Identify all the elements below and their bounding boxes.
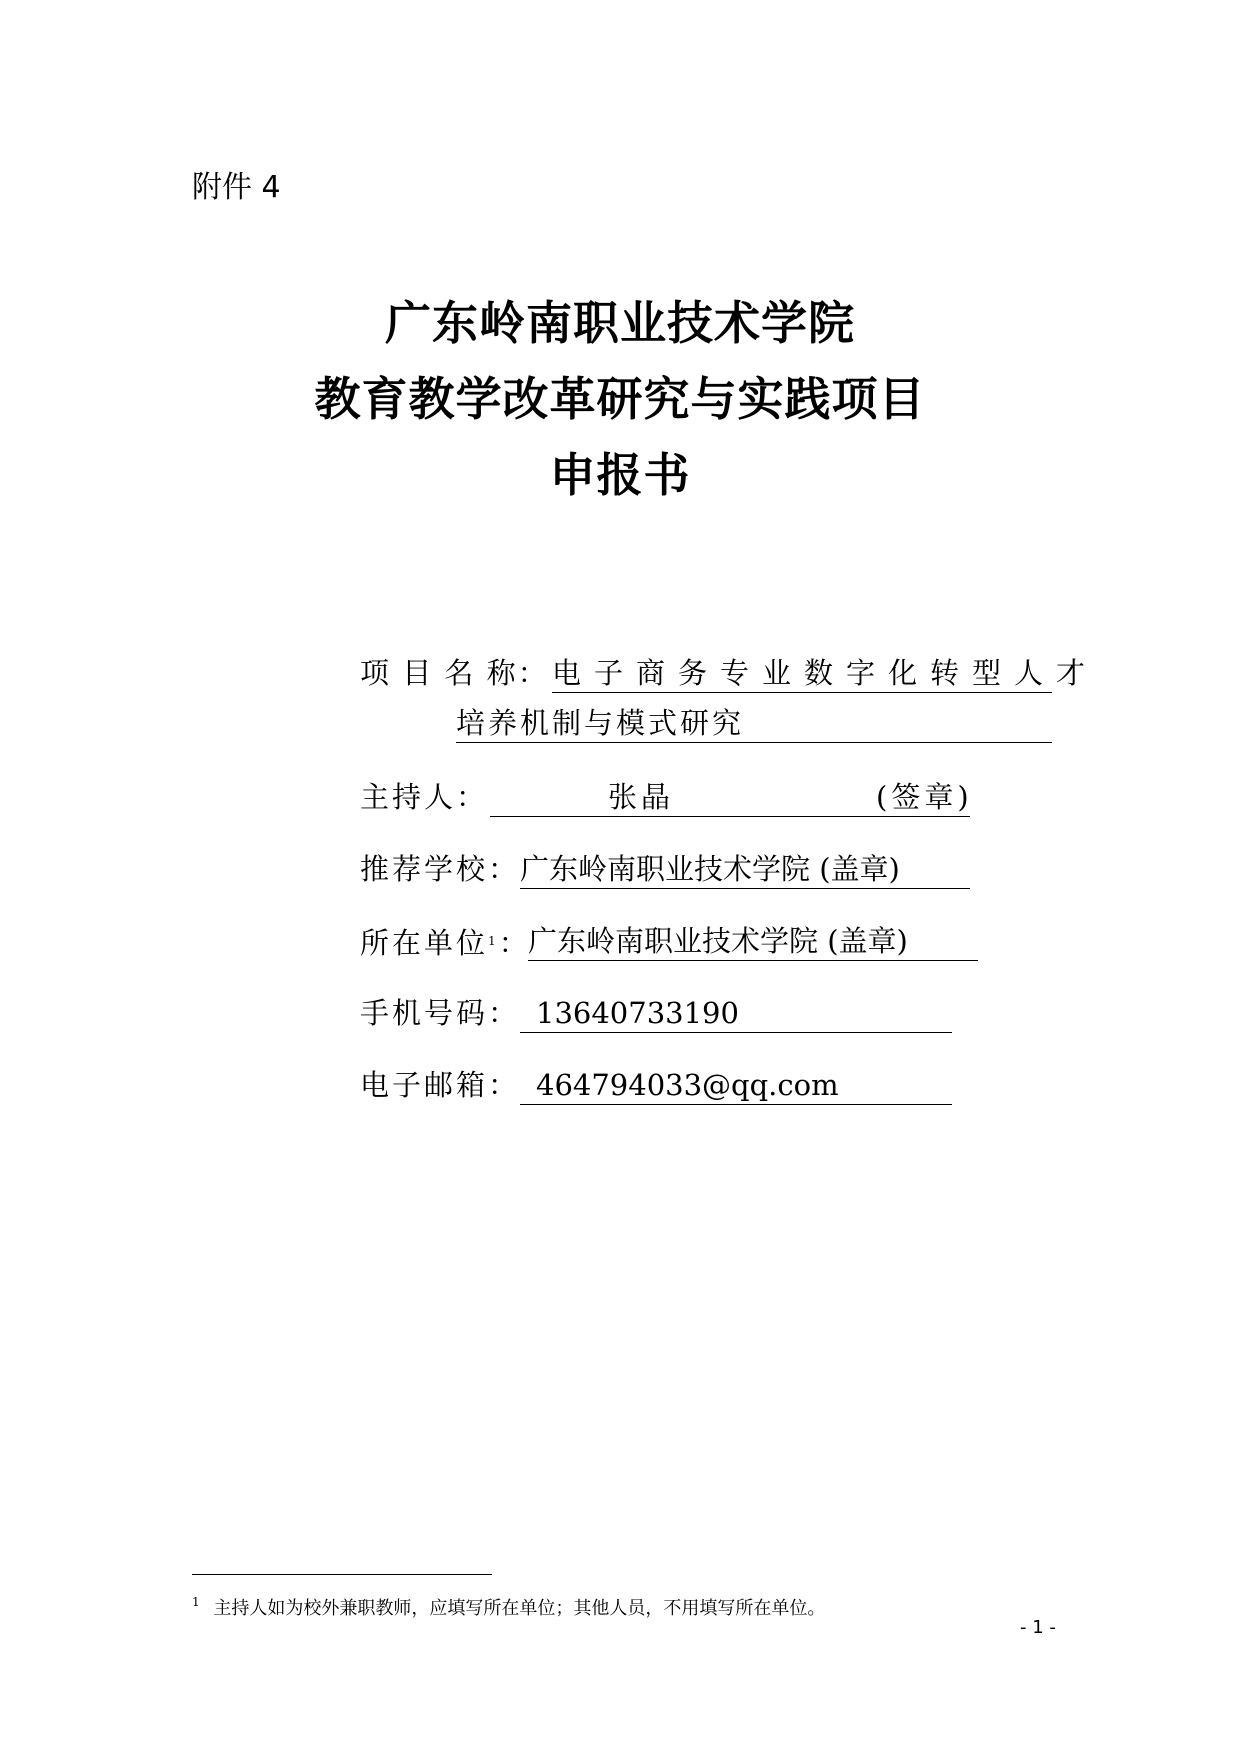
unit-footnote-mark: 1	[488, 934, 499, 948]
footnote-divider	[192, 1574, 492, 1575]
footnote-text: 主持人如为校外兼职教师，应填写所在单位；其他人员，不用填写所在单位。	[213, 1598, 826, 1619]
email-label	[360, 1066, 520, 1104]
host-sign-note: (签章)	[876, 780, 973, 814]
school-label-text: 推荐学校：	[360, 852, 521, 886]
school-value: 广东岭南职业技术学院 (盖章)	[520, 850, 970, 889]
page-number: - 1 -	[1020, 1617, 1056, 1638]
phone-label	[360, 994, 520, 1032]
unit-value: 广东岭南职业技术学院 (盖章)	[528, 922, 978, 961]
email-label-text: 电子邮箱：	[360, 1068, 521, 1102]
phone-value: 13640733190	[536, 996, 739, 1030]
project-name-value-line2-text: 培养机制与模式研究	[456, 706, 745, 740]
footnote	[192, 1590, 825, 1621]
host-label-text: 主持人：	[360, 780, 489, 814]
host-name: 张晶	[608, 780, 675, 814]
project-name-label-text: 项 目 名 称：	[360, 656, 549, 690]
unit-label	[360, 922, 531, 962]
project-name-value-line2	[456, 704, 1052, 743]
email-value: 464794033@qq.com	[536, 1068, 839, 1102]
title-document-type: 申报书	[549, 448, 691, 502]
unit-label-word: 所在单位	[360, 926, 489, 960]
attachment-label: 附件 4	[192, 170, 281, 205]
project-name-value-line1: 电子商务专业数字化转型人才	[552, 654, 1052, 693]
school-label	[360, 850, 520, 888]
title-project-type: 教育教学改革研究与实践项目	[314, 372, 926, 426]
host-label	[360, 778, 488, 816]
footnote-mark: 1	[192, 1595, 200, 1609]
title-school-name: 广东岭南职业技术学院	[385, 296, 855, 350]
unit-label-colon: ：	[498, 926, 531, 960]
phone-value-field	[520, 994, 952, 1033]
host-value-field	[490, 778, 973, 817]
phone-label-text: 手机号码：	[360, 996, 521, 1030]
email-value-field	[520, 1066, 952, 1105]
project-name-label	[360, 654, 549, 692]
unit-label-text	[360, 922, 531, 962]
